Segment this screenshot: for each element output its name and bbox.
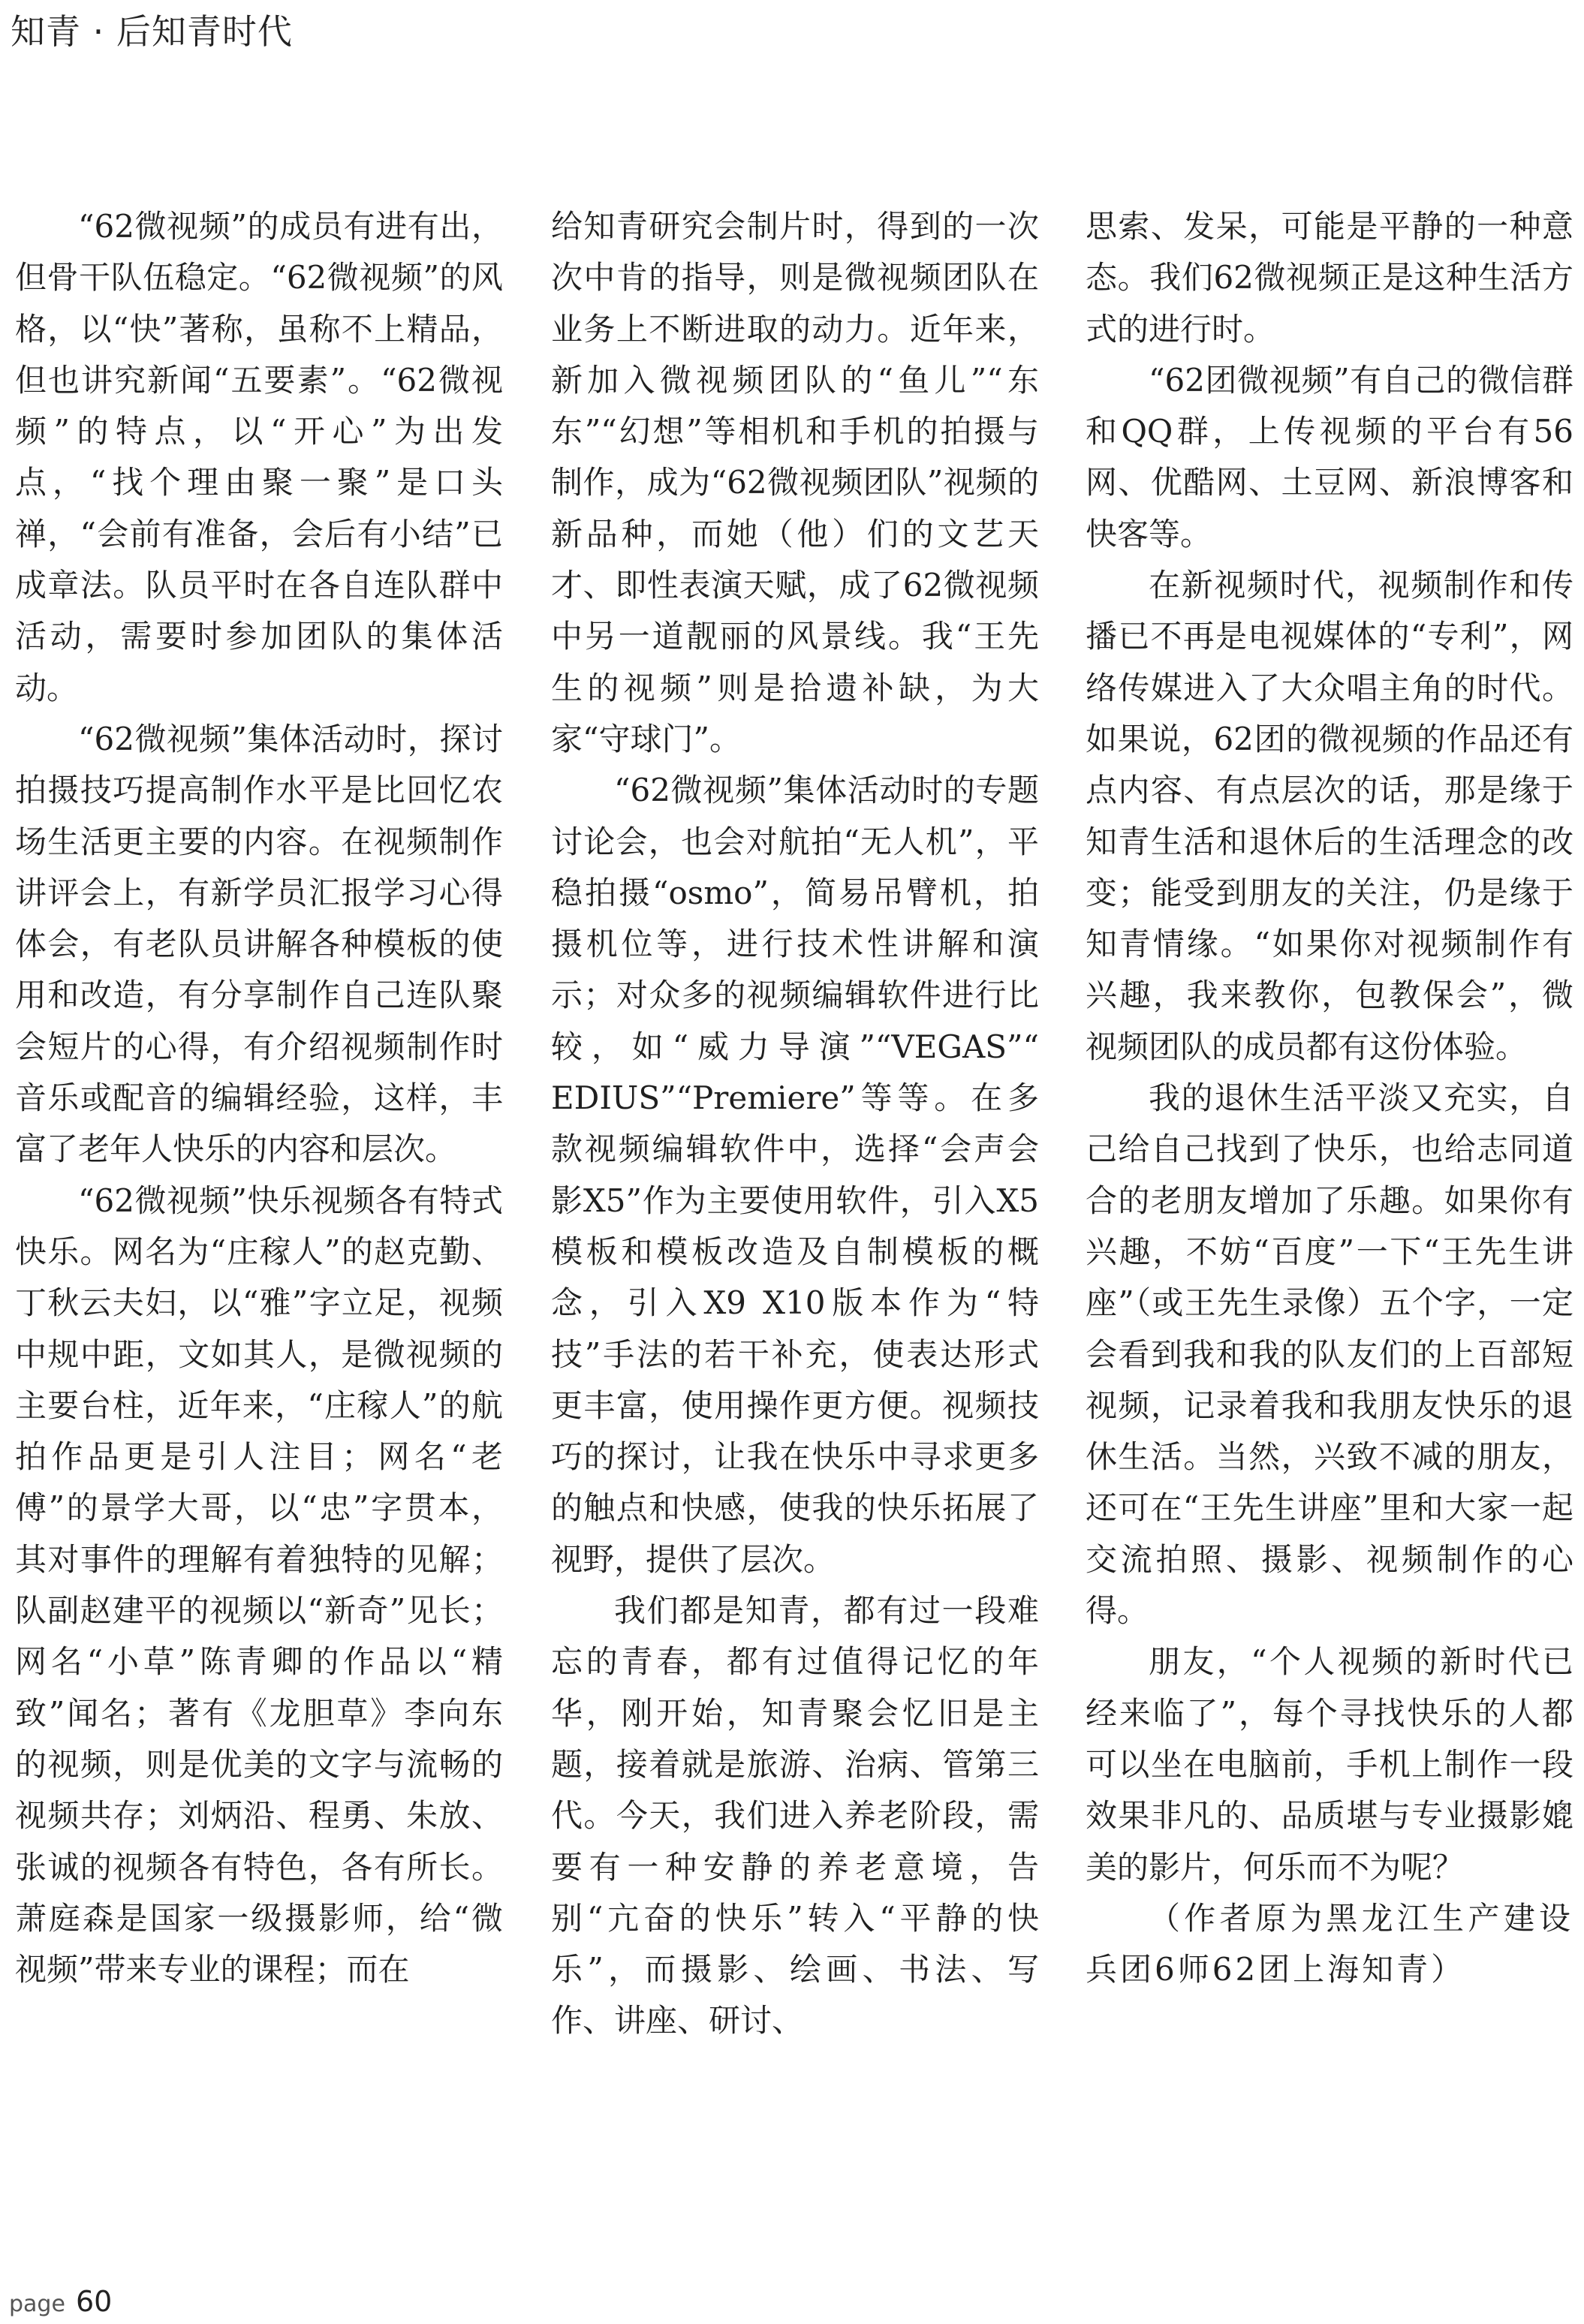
paragraph: 在新视频时代，视频制作和传播已不再是电视媒体的“专利”，网络传媒进入了大众唱主角的时代。如果说，62团的微视频的作品还有点内容、有点层次的话，那是缘于知青生活和退休后的生活理念的改变；能受到朋友的关注，仍是缘于知青情缘。“如果你对视频制作有兴趣，我来教你，包教保会”，微视频团队的成员都有这份体验。 xyxy=(1086,567,1573,1065)
paragraph: 我的退休生活平淡又充实，自己给自己找到了快乐，也给志同道合的老朋友增加了乐趣。如果你有兴趣，不妨“百度”一下“王先生讲座”（或王先生录像）五个字，一定会看到我和我的队友们的上百部短视频，记录着我和我朋友快乐的退休生活。当然，兴致不减的朋友，还可在“王先生讲座”里和大家一起交流拍照、摄影、视频制作的心得。 xyxy=(1086,1079,1573,1630)
paragraph: “62微视频”快乐视频各有特式快乐。网名为“庄稼人”的赵克勤、丁秋云夫妇，以“雅”字立足，视频中规中距，文如其人，是微视频的主要台柱，近年来，“庄稼人”的航拍作品更是引人注目；网名“老傅”的景学大哥，以“忠”字贯本，其对事件的理解有着独特的见解；队副赵建平的视频以“新奇”见长；网名“小草”陈青卿的作品以“精致”闻名；著有《龙胆草》李向东的视频，则是优美的文字与流畅的视频共存；刘炳沿、程勇、朱放、张诚的视频各有特色，各有所长。萧庭森是国家一级摄影师，给“微视频”带来专业的课程；而在 xyxy=(15,1182,503,1988)
text-column-1 xyxy=(15,201,503,1995)
author-byline: （作者原为黑龙江生产建设兵团6师62团上海知青） xyxy=(1086,1899,1573,1988)
paragraph: 思索、发呆，可能是平静的一种意态。我们62微视频正是这种生活方式的进行时。 xyxy=(1086,208,1573,348)
text-column-2 xyxy=(551,201,1039,2047)
paragraph: 给知青研究会制片时，得到的一次次中肯的指导，则是微视频团队在业务上不断进取的动力。近年来，新加入微视频团队的“鱼儿”“东东”“幻想”等相机和手机的拍摄与制作，成为“62微视频团队”视频的新品种，而她（他）们的文艺天才、即性表演天赋，成了62微视频中另一道靓丽的风景线。我“王先生的视频”则是拾遗补缺，为大家“守球门”。 xyxy=(551,208,1039,757)
section-header: 知青 · 后知青时代 xyxy=(11,11,293,52)
paragraph: “62团微视频”有自己的微信群和QQ群，上传视频的平台有56网、优酷网、土豆网、新浪博客和快客等。 xyxy=(1086,361,1573,552)
paragraph: 我们都是知青，都有过一段难忘的青春，都有过值得记忆的年华，刚开始，知青聚会忆旧是主题，接着就是旅游、治病、管第三代。今天，我们进入养老阶段，需要有一种安静的养老意境，告别“亢奋的快乐”转入“平静的快乐”，而摄影、绘画、书法、写作、讲座、研讨、 xyxy=(551,1592,1039,2040)
text-column-3 xyxy=(1086,201,1573,1995)
paragraph: “62微视频”的成员有进有出，但骨干队伍稳定。“62微视频”的风格，以“快”著称，虽称不上精品，但也讲究新闻“五要素”。“62微视频”的特点，以“开心”为出发点，“找个理由聚一聚”是口头禅，“会前有准备，会后有小结”已成章法。队员平时在各自连队群中活动，需要时参加团队的集体活动。 xyxy=(15,208,503,706)
page-label: page xyxy=(9,2291,65,2317)
page-footer xyxy=(9,2285,112,2318)
paragraph: “62微视频”集体活动时的专题讨论会，也会对航拍“无人机”，平稳拍摄“osmo”，简易吊臂机，拍摄机位等，进行技术性讲解和演示；对众多的视频编辑软件进行比较，如“威力导演”“VEGAS”“ EDIUS”“Premiere”等等。在多款视频编辑软件中，选择“会声会影X5”作为主要使用软件，引入X5模板和模板改造及自制模板的概念，引入X9 X10版本作为“特技”手法的若干补充，使表达形式更丰富，使用操作更方便。视频技巧的探讨，让我在快乐中寻求更多的触点和快感，使我的快乐拓展了视野，提供了层次。 xyxy=(551,772,1039,1578)
paragraph: “62微视频”集体活动时，探讨拍摄技巧提高制作水平是比回忆农场生活更主要的内容。在视频制作讲评会上，有新学员汇报学习心得体会，有老队员讲解各种模板的使用和改造，有分享制作自己连队聚会短片的心得，有介绍视频制作时音乐或配音的编辑经验，这样，丰富了老年人快乐的内容和层次。 xyxy=(15,720,503,1168)
page-number: 60 xyxy=(75,2285,113,2318)
paragraph: 朋友，“个人视频的新时代已经来临了”，每个寻找快乐的人都可以坐在电脑前，手机上制作一段效果非凡的、品质堪与专业摄影媲美的影片，何乐而不为呢？ xyxy=(1086,1643,1573,1886)
